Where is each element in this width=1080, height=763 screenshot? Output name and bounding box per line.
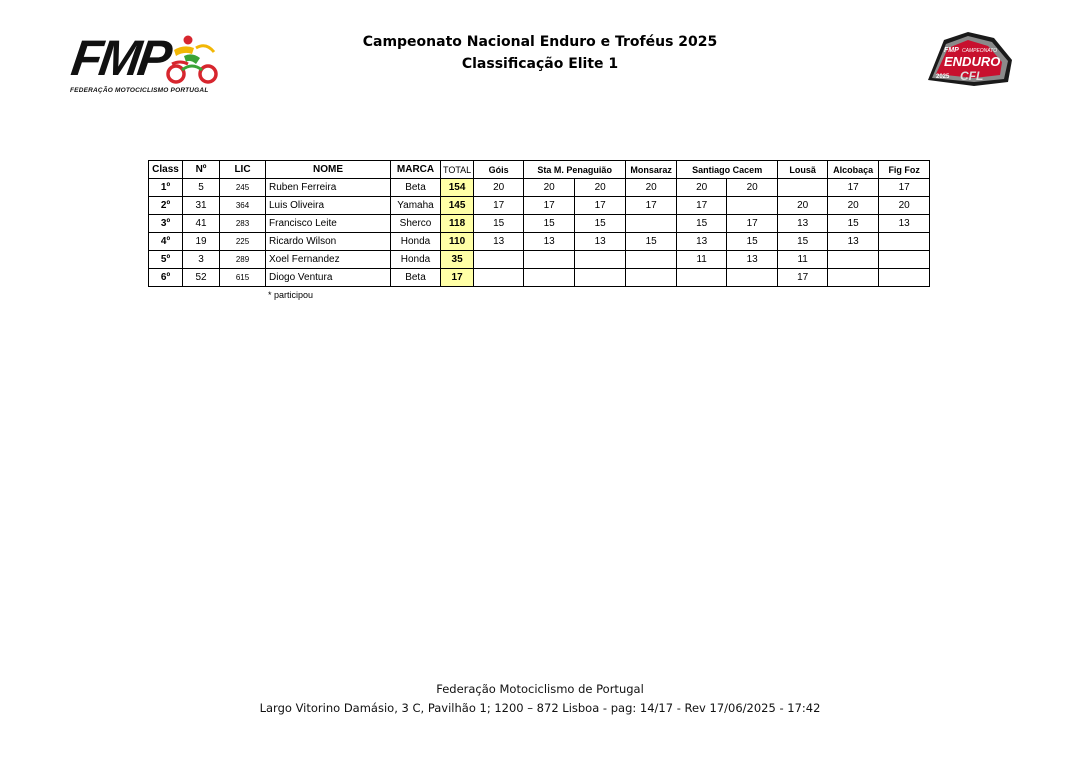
lic-cell: 289 (220, 251, 266, 269)
column-header-fig-foz: Fig Foz (879, 161, 930, 179)
score-cell (677, 269, 727, 287)
table-row (149, 197, 930, 215)
table-row (149, 251, 930, 269)
score-cell (575, 269, 626, 287)
fmp-logo-caption: FEDERAÇÃO MOTOCICLISMO PORTUGAL (70, 87, 209, 94)
score-cell: 20 (626, 179, 677, 197)
position-cell: 3º (149, 215, 183, 233)
score-cell: 17 (677, 197, 727, 215)
column-header-class: Class (149, 161, 183, 179)
table-row (149, 269, 930, 287)
score-cell: 17 (879, 179, 930, 197)
total-cell: 35 (441, 251, 474, 269)
score-cell (474, 251, 524, 269)
column-header-alcobaca: Alcobaça (828, 161, 879, 179)
table-row (149, 179, 930, 197)
column-header-total: TOTAL (441, 161, 474, 179)
score-cell: 13 (727, 251, 778, 269)
page-subtitle: Classificação Elite 1 (461, 56, 619, 72)
name-cell: Francisco Leite (266, 215, 391, 233)
classification-table (148, 160, 930, 287)
brand-cell: Honda (391, 251, 441, 269)
score-cell: 20 (474, 179, 524, 197)
number-cell: 31 (183, 197, 220, 215)
score-cell: 15 (727, 233, 778, 251)
score-cell: 20 (828, 197, 879, 215)
score-cell: 15 (778, 233, 828, 251)
brand-cell: Yamaha (391, 197, 441, 215)
column-header-brand: MARCA (391, 161, 441, 179)
score-cell (879, 233, 930, 251)
score-cell (626, 251, 677, 269)
score-cell: 17 (727, 215, 778, 233)
table-row (149, 215, 930, 233)
score-cell (626, 269, 677, 287)
score-cell: 13 (524, 233, 575, 251)
svg-text:CAMPEONATO: CAMPEONATO (962, 48, 998, 54)
score-cell: 17 (474, 197, 524, 215)
score-cell: 20 (879, 197, 930, 215)
score-cell (828, 251, 879, 269)
name-cell: Diogo Ventura (266, 269, 391, 287)
lic-cell: 225 (220, 233, 266, 251)
score-cell: 11 (778, 251, 828, 269)
score-cell: 20 (727, 179, 778, 197)
score-cell: 13 (778, 215, 828, 233)
score-cell: 13 (879, 215, 930, 233)
score-cell: 20 (575, 179, 626, 197)
position-cell: 6º (149, 269, 183, 287)
participation-note: * participou (268, 290, 314, 300)
score-cell: 15 (524, 215, 575, 233)
column-header-name: NOME (266, 161, 391, 179)
score-cell: 15 (677, 215, 727, 233)
table-row (149, 233, 930, 251)
number-cell: 3 (183, 251, 220, 269)
name-cell: Ricardo Wilson (266, 233, 391, 251)
footer-organization: Federação Motociclismo de Portugal (436, 682, 644, 696)
score-cell (828, 269, 879, 287)
score-cell: 11 (677, 251, 727, 269)
column-header-gois: Góis (474, 161, 524, 179)
svg-text:ENDURO: ENDURO (944, 54, 1001, 69)
position-cell: 2º (149, 197, 183, 215)
score-cell: 17 (778, 269, 828, 287)
score-cell (524, 251, 575, 269)
total-cell: 110 (441, 233, 474, 251)
column-header-sta-m-penaguiao: Sta M. Penaguião (524, 161, 626, 179)
score-cell (575, 251, 626, 269)
score-cell: 13 (575, 233, 626, 251)
score-cell (727, 197, 778, 215)
svg-text:2025: 2025 (936, 74, 950, 80)
score-cell (879, 251, 930, 269)
table-header-row (149, 161, 930, 179)
score-cell: 15 (626, 233, 677, 251)
number-cell: 19 (183, 233, 220, 251)
score-cell: 17 (626, 197, 677, 215)
total-cell: 154 (441, 179, 474, 197)
footer-address: Largo Vitorino Damásio, 3 C, Pavilhão 1; 1200 – 872 Lisboa - pag: 14/17 - Rev 17/06/2025 - 17:42 (259, 701, 821, 715)
column-header-santiago-cacem: Santiago Cacem (677, 161, 778, 179)
score-cell: 17 (828, 179, 879, 197)
lic-cell: 364 (220, 197, 266, 215)
score-cell: 17 (524, 197, 575, 215)
score-cell (626, 215, 677, 233)
page-title: Campeonato Nacional Enduro e Troféus 2025 (362, 34, 718, 50)
number-cell: 41 (183, 215, 220, 233)
page-footer (0, 680, 1080, 718)
svg-text:FMP: FMP (944, 47, 959, 54)
brand-cell: Honda (391, 233, 441, 251)
svg-text:CFL: CFL (960, 69, 984, 83)
lic-cell: 283 (220, 215, 266, 233)
number-cell: 52 (183, 269, 220, 287)
name-cell: Luis Oliveira (266, 197, 391, 215)
lic-cell: 245 (220, 179, 266, 197)
position-cell: 5º (149, 251, 183, 269)
score-cell (474, 269, 524, 287)
name-cell: Ruben Ferreira (266, 179, 391, 197)
position-cell: 1º (149, 179, 183, 197)
total-cell: 118 (441, 215, 474, 233)
score-cell (778, 179, 828, 197)
score-cell: 13 (677, 233, 727, 251)
score-cell: 20 (677, 179, 727, 197)
score-cell (879, 269, 930, 287)
column-header-number: Nº (183, 161, 220, 179)
lic-cell: 615 (220, 269, 266, 287)
score-cell: 15 (575, 215, 626, 233)
column-header-lic: LIC (220, 161, 266, 179)
position-cell: 4º (149, 233, 183, 251)
column-header-monsaraz: Monsaraz (626, 161, 677, 179)
score-cell: 13 (474, 233, 524, 251)
score-cell (727, 269, 778, 287)
score-cell (524, 269, 575, 287)
score-cell: 15 (474, 215, 524, 233)
total-cell: 145 (441, 197, 474, 215)
name-cell: Xoel Fernandez (266, 251, 391, 269)
score-cell: 20 (778, 197, 828, 215)
brand-cell: Sherco (391, 215, 441, 233)
fmp-logo-text: FMP (68, 30, 173, 86)
number-cell: 5 (183, 179, 220, 197)
score-cell: 17 (575, 197, 626, 215)
total-cell: 17 (441, 269, 474, 287)
brand-cell: Beta (391, 179, 441, 197)
column-header-lousa: Lousã (778, 161, 828, 179)
enduro-championship-logo (924, 30, 1014, 88)
brand-cell: Beta (391, 269, 441, 287)
score-cell: 13 (828, 233, 879, 251)
score-cell: 15 (828, 215, 879, 233)
score-cell: 20 (524, 179, 575, 197)
page-header (0, 31, 1080, 75)
